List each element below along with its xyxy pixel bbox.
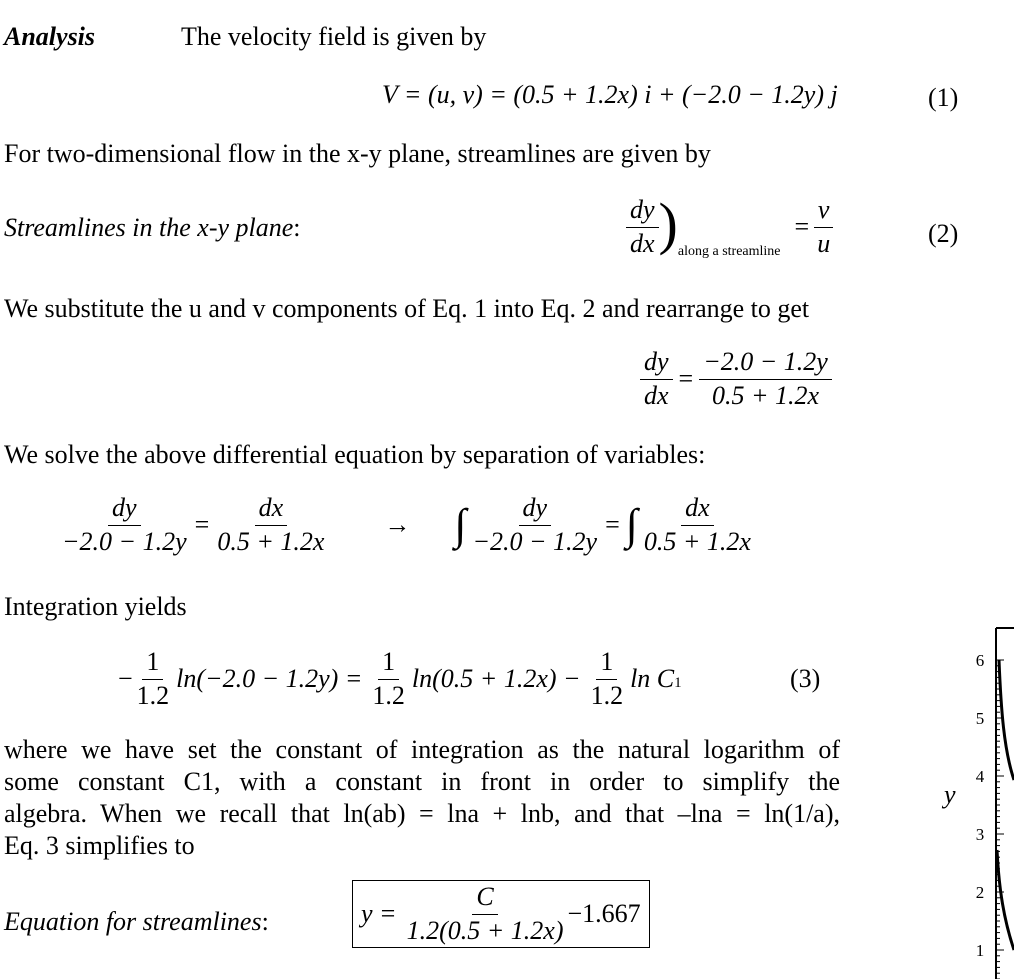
paragraph-constant-line-3: algebra. When we recall that ln(ab) = lna + lnb, and that –lna = ln(1/a), <box>4 799 840 828</box>
analysis-intro: The velocity field is given by <box>181 22 487 51</box>
final-equation-label <box>4 907 269 937</box>
separation-equals-1: = <box>194 510 210 540</box>
eq3-frac-2 <box>368 648 409 710</box>
paragraph-separation: We solve the above differential equation by separation of variables: <box>4 440 706 469</box>
rearranged-equals: = <box>678 364 694 394</box>
equation-2-equals: = <box>794 212 810 242</box>
analysis-heading: Analysis <box>4 22 96 51</box>
separation-d-num: dx <box>681 494 714 526</box>
final-equation-den: 1.2(0.5 + 1.2x) <box>406 915 564 945</box>
paragraph-constant <box>4 734 840 862</box>
final-equation-label-colon: : <box>261 907 269 936</box>
paragraph-constant-line-1: where we have set the constant of integration as the natural logarithm of <box>4 735 840 764</box>
equation-2-ratio <box>813 196 834 258</box>
eq3-frac-3 <box>587 648 628 710</box>
final-equation-label-text: Equation for streamlines <box>4 907 262 936</box>
final-equation-tail: −1.667 <box>567 899 641 929</box>
eq3-ln-a: ln(−2.0 − 1.2y) = <box>176 664 363 694</box>
integral-sign-1: ∫ <box>454 500 467 550</box>
equation-2-r-den: u <box>817 228 831 258</box>
plot-tick-label: 6 <box>975 651 985 670</box>
paragraph-constant-line-4: Eq. 3 simplifies to <box>4 831 195 860</box>
streamline-curve <box>999 660 1014 780</box>
separation-equals-2: = <box>605 510 620 540</box>
paragraph-streamlines: For two-dimensional flow in the x-y plane, streamlines are given by <box>4 139 711 168</box>
equation-2-derivative <box>626 196 659 258</box>
equation-2-d-den: dx <box>630 228 655 258</box>
equation-2-bracket: ) <box>658 191 678 257</box>
eq3-c-subscript: 1 <box>674 675 682 692</box>
equation-3-number: (3) <box>790 664 821 693</box>
eq3-frac-1 <box>133 648 174 710</box>
plot-tick-label: 5 <box>975 709 985 728</box>
streamline-plot <box>966 620 1014 979</box>
eq3-frac-1-den: 1.2 <box>136 680 170 710</box>
rearranged-l-num: dy <box>640 348 673 380</box>
rearranged-left <box>640 348 673 410</box>
final-equation-box <box>352 880 650 948</box>
separation-b <box>213 494 328 556</box>
equation-separation <box>58 494 755 556</box>
eq3-frac-3-den: 1.2 <box>590 680 624 710</box>
rearranged-r-den: 0.5 + 1.2x <box>711 380 820 410</box>
paragraph-integration: Integration yields <box>4 592 187 621</box>
plot-tick-label: 1 <box>975 941 985 960</box>
equation-2-subscript: along a streamline <box>677 244 781 260</box>
rearranged-l-den: dx <box>644 380 669 410</box>
equation-2-number: (2) <box>928 219 959 248</box>
rearranged-r-num: −2.0 − 1.2y <box>699 348 832 380</box>
final-equation-frac <box>403 883 568 945</box>
separation-d <box>640 494 755 556</box>
eq3-frac-2-num: 1 <box>378 648 399 680</box>
separation-c-num: dy <box>519 494 552 526</box>
eq3-frac-1-num: 1 <box>142 648 163 680</box>
separation-a-num: dy <box>108 494 141 526</box>
equation-3 <box>118 648 682 710</box>
equation-1-number: (1) <box>928 83 959 112</box>
eq3-frac-2-den: 1.2 <box>372 680 405 710</box>
equation-1: V = (u, v) = (0.5 + 1.2x) i + (−2.0 − 1.2y) j <box>382 80 838 109</box>
plot-tick-labels <box>976 651 985 960</box>
plot-tick-label: 3 <box>975 825 985 844</box>
separation-arrow-icon: → <box>384 510 411 540</box>
eq3-frac-3-num: 1 <box>596 648 617 680</box>
rearranged-right <box>699 348 832 410</box>
separation-c <box>468 494 601 556</box>
separation-a <box>58 494 191 556</box>
separation-c-den: −2.0 − 1.2y <box>472 526 598 556</box>
equation-2-d-num: dy <box>626 196 659 228</box>
separation-b-num: dx <box>255 494 288 526</box>
streamline-curve <box>997 850 1014 950</box>
separation-b-den: 0.5 + 1.2x <box>217 526 325 556</box>
eq3-ln-c: ln C <box>630 664 675 694</box>
equation-rearranged <box>640 348 832 410</box>
final-equation-num: C <box>472 883 497 915</box>
integral-sign-2: ∫ <box>625 500 638 550</box>
equation-2-label <box>4 213 301 243</box>
separation-a-den: −2.0 − 1.2y <box>62 526 187 556</box>
paragraph-constant-line-2: some constant C1, with a constant in front in order to simplify the <box>4 767 840 796</box>
plot-ylabel: y <box>944 780 956 809</box>
eq3-ln-b: ln(0.5 + 1.2x) − <box>411 664 581 694</box>
paragraph-substitute: We substitute the u and v components of Eq. 1 into Eq. 2 and rearrange to get <box>4 294 810 323</box>
eq3-minus: − <box>118 664 133 694</box>
equation-2-label-colon: : <box>293 213 301 242</box>
separation-d-den: 0.5 + 1.2x <box>643 526 751 556</box>
equation-2-r-num: v <box>814 196 834 228</box>
plot-tick-label: 2 <box>975 883 985 902</box>
final-equation-y: y = <box>361 899 397 929</box>
equation-2 <box>626 191 834 260</box>
plot-tick-label: 4 <box>975 767 985 786</box>
equation-2-label-text: Streamlines in the x-y plane <box>4 213 294 242</box>
